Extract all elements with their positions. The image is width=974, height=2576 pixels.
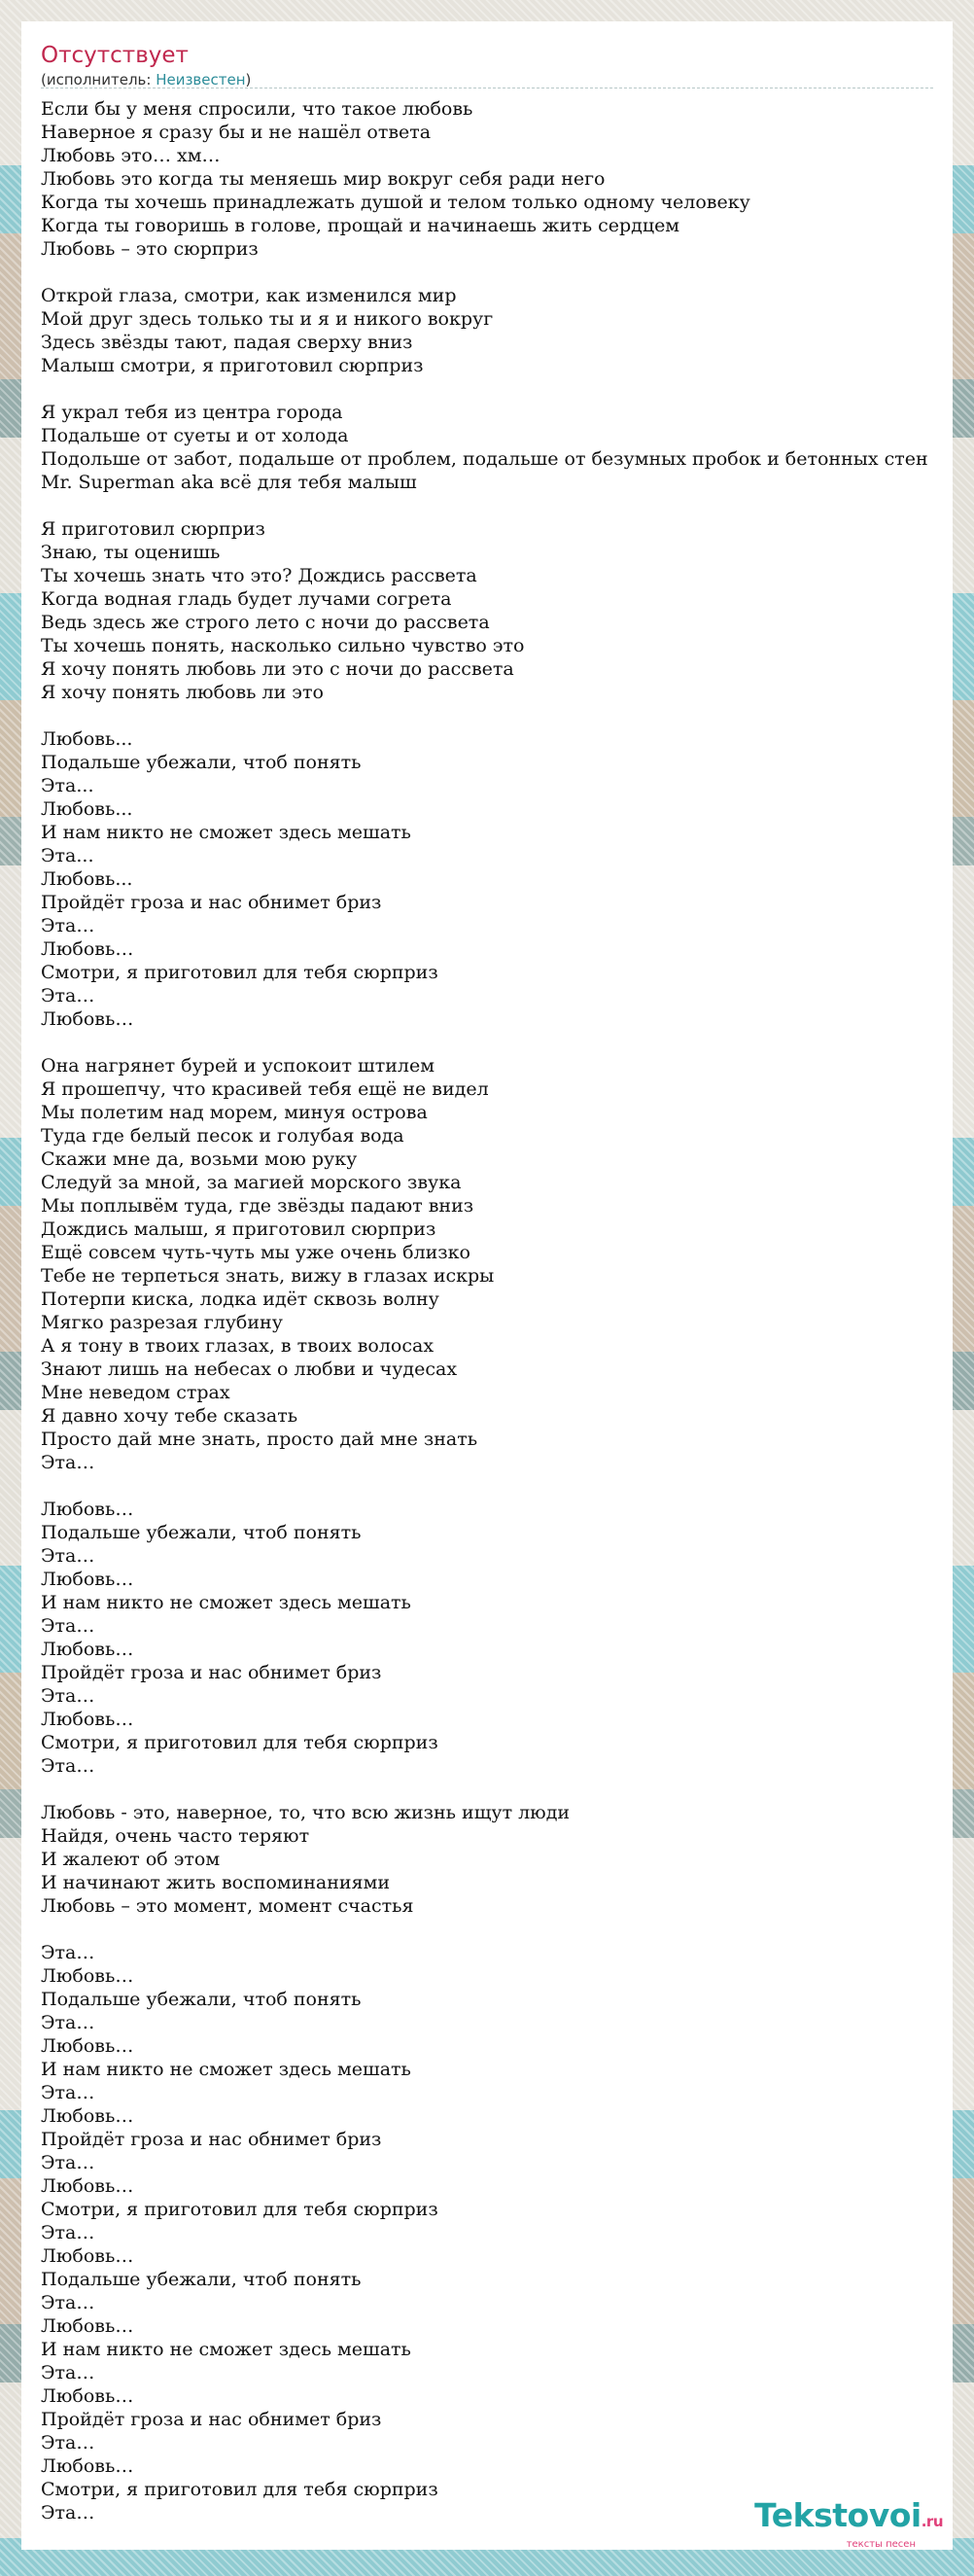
lyric-line: И начинают жить воспоминаниями xyxy=(41,1872,391,1893)
lyric-line: Здесь звёзды тают, падая сверху вниз xyxy=(41,332,413,353)
lyric-line: Эта… xyxy=(41,985,95,1006)
lyric-line: Если бы у меня спросили, что такое любовь xyxy=(41,98,473,120)
lyric-line: Дождись малыш, я приготовил сюрприз xyxy=(41,1218,436,1240)
lyric-line: Эта… xyxy=(41,1942,95,1963)
lyric-line: Я хочу понять любовь ли это с ночи до рассвета xyxy=(41,658,514,680)
site-logo[interactable] xyxy=(754,2496,943,2538)
lyric-line: Любовь... xyxy=(41,728,133,750)
lyric-line: Эта... xyxy=(41,775,94,796)
lyric-line: Я хочу понять любовь ли это xyxy=(41,682,324,703)
lyric-line: Любовь – это сюрприз xyxy=(41,238,259,260)
lyric-line: Эта… xyxy=(41,2292,95,2313)
lyric-line: Пройдёт гроза и нас обнимет бриз xyxy=(41,2129,382,2150)
lyric-line: Подальше убежали, чтоб понять xyxy=(41,752,362,773)
lyric-line: Любовь… xyxy=(41,2315,134,2337)
stanza-gap xyxy=(41,1474,953,1498)
lyric-line: Подальше убежали, чтоб понять xyxy=(41,2269,362,2290)
logo-tagline: тексты песен xyxy=(846,2539,916,2550)
lyric-line: Подальше от суеты и от холода xyxy=(41,425,349,446)
lyric-line: Эта… xyxy=(41,1452,95,1473)
lyric-line: Эта… xyxy=(41,2432,95,2453)
lyric-line: Найдя, очень часто теряют xyxy=(41,1825,310,1847)
lyric-line: Эта… xyxy=(41,2362,95,2383)
lyric-line: Она нагрянет бурей и успокоит штилем xyxy=(41,1055,435,1076)
lyric-line: Любовь - это, наверное, то, что всю жизнь ищут люди xyxy=(41,1802,571,1823)
lyric-line: Любовь – это момент, момент счастья xyxy=(41,1895,414,1917)
lyric-line: Я приготовил сюрприз xyxy=(41,518,265,540)
lyric-line: Я прошепчу, что красивей тебя ещё не видел xyxy=(41,1078,489,1100)
lyric-line: Следуй за мной, за магией морского звука xyxy=(41,1172,462,1193)
artist-line xyxy=(41,70,933,89)
lyric-line: Туда где белый песок и голубая вода xyxy=(41,1125,404,1147)
lyric-line: Любовь… xyxy=(41,1008,134,1030)
lyric-line: Эта… xyxy=(41,1545,95,1567)
lyric-line: Эта… xyxy=(41,2222,95,2243)
stanza-gap xyxy=(41,1031,953,1054)
lyric-line: Любовь… xyxy=(41,1965,134,1987)
lyric-line: Эта… xyxy=(41,1685,95,1707)
lyric-line: Любовь… xyxy=(41,1499,134,1520)
lyric-line: Любовь это… хм… xyxy=(41,145,221,166)
lyric-line: Любовь… xyxy=(41,2105,134,2127)
lyric-line: Пройдёт гроза и нас обнимет бриз xyxy=(41,1662,382,1683)
lyric-line: Эта… xyxy=(41,2012,95,2033)
stanza-gap xyxy=(41,704,953,727)
lyric-line: Потерпи киска, лодка идёт сквозь волну xyxy=(41,1288,439,1310)
lyric-line: Любовь… xyxy=(41,2245,134,2267)
lyric-line: Любовь… xyxy=(41,1639,134,1660)
lyric-line: Смотри, я приготовил для тебя сюрприз xyxy=(41,1732,438,1753)
lyric-line: Любовь… xyxy=(41,2455,134,2477)
lyric-line: Знают лишь на небесах о любви и чудесах xyxy=(41,1359,458,1380)
lyric-line: Мне неведом страх xyxy=(41,1382,230,1403)
lyric-line: Эта… xyxy=(41,1755,95,1777)
lyric-line: Любовь… xyxy=(41,2385,134,2407)
lyric-line: Пройдёт гроза и нас обнимет бриз xyxy=(41,2409,382,2430)
stanza-gap xyxy=(41,1778,953,1801)
lyric-line: Мягко разрезая глубину xyxy=(41,1312,283,1333)
artist-suffix: ) xyxy=(245,71,252,88)
lyric-line: Малыш смотри, я приготовил сюрприз xyxy=(41,355,424,376)
lyric-line: Смотри, я приготовил для тебя сюрприз xyxy=(41,2479,438,2500)
lyric-line: Ведь здесь же строго лето с ночи до рассвета xyxy=(41,612,490,633)
artist-link[interactable]: Неизвестен xyxy=(156,71,246,88)
lyric-line: Мой друг здесь только ты и я и никого вокруг xyxy=(41,308,494,330)
lyric-line: Mr. Superman aka всё для тебя малыш xyxy=(41,472,417,493)
lyric-line: Эта... xyxy=(41,845,94,866)
lyric-line: Любовь это когда ты меняешь мир вокруг себя ради него xyxy=(41,168,606,190)
stanza-gap xyxy=(41,1918,953,1941)
lyric-line: И нам никто не сможет здесь мешать xyxy=(41,822,411,843)
lyric-line: И нам никто не сможет здесь мешать xyxy=(41,2339,411,2360)
lyric-line: Эта… xyxy=(41,2502,95,2523)
stanza-gap xyxy=(41,494,953,517)
stanza-gap xyxy=(41,377,953,401)
lyric-line: Эта… xyxy=(41,2082,95,2103)
lyric-line: Я давно хочу тебе сказать xyxy=(41,1405,298,1427)
lyric-line: Любовь… xyxy=(41,1709,134,1730)
artist-prefix: (исполнитель: xyxy=(41,71,157,88)
lyric-line: И нам никто не сможет здесь мешать xyxy=(41,2059,411,2080)
song-header xyxy=(41,41,933,89)
lyric-line: Когда ты говоришь в голове, прощай и начинаешь жить сердцем xyxy=(41,215,680,236)
lyric-line: Просто дай мне знать, просто дай мне знать xyxy=(41,1429,478,1450)
lyric-line: Любовь… xyxy=(41,2035,134,2057)
lyric-line: Эта… xyxy=(41,915,95,936)
lyric-line: Когда ты хочешь принадлежать душой и телом только одному человеку xyxy=(41,192,750,213)
lyric-line: И нам никто не сможет здесь мешать xyxy=(41,1592,411,1613)
lyric-line: А я тону в твоих глазах, в твоих волосах xyxy=(41,1335,435,1357)
lyric-line: Смотри, я приготовил для тебя сюрприз xyxy=(41,2199,438,2220)
lyric-line: Мы поплывём туда, где звёзды падают вниз xyxy=(41,1195,474,1217)
lyric-line: Ещё совсем чуть-чуть мы уже очень близко xyxy=(41,1242,470,1263)
lyric-line: Ты хочешь знать что это? Дождись рассвета xyxy=(41,565,477,586)
lyric-line: И жалеют об этом xyxy=(41,1849,221,1870)
lyric-line: Мы полетим над морем, минуя острова xyxy=(41,1102,428,1123)
lyric-line: Эта… xyxy=(41,2152,95,2173)
lyric-line: Подальше убежали, чтоб понять xyxy=(41,1989,362,2010)
song-title: Отсутствует xyxy=(41,43,189,68)
lyrics-text xyxy=(41,97,953,2524)
lyric-line: Любовь… xyxy=(41,1569,134,1590)
lyric-line: Когда водная гладь будет лучами согрета xyxy=(41,588,452,610)
lyric-line: Знаю, ты оценишь xyxy=(41,542,221,563)
lyric-line: Любовь… xyxy=(41,938,134,960)
lyric-line: Подальше убежали, чтоб понять xyxy=(41,1522,362,1543)
lyric-line: Скажи мне да, возьми мою руку xyxy=(41,1148,358,1170)
logo-name: Tekstovoi xyxy=(754,2496,922,2534)
lyric-line: Пройдёт гроза и нас обнимет бриз xyxy=(41,892,382,913)
lyric-line: Любовь... xyxy=(41,868,133,890)
lyric-line: Любовь... xyxy=(41,798,133,820)
lyric-line: Наверное я сразу бы и не нашёл ответа xyxy=(41,122,432,143)
lyric-line: Открой глаза, смотри, как изменился мир xyxy=(41,285,457,306)
stanza-gap xyxy=(41,261,953,284)
lyric-line: Я украл тебя из центра города xyxy=(41,402,343,423)
lyric-line: Любовь… xyxy=(41,2175,134,2197)
lyric-line: Тебе не терпеться знать, вижу в глазах искры xyxy=(41,1265,495,1287)
lyric-line: Подольше от забот, подальше от проблем, подальше от безумных пробок и бетонных стен xyxy=(41,448,928,470)
lyric-line: Ты хочешь понять, насколько сильно чувство это xyxy=(41,635,525,656)
lyric-line: Смотри, я приготовил для тебя сюрприз xyxy=(41,962,438,983)
lyric-line: Эта… xyxy=(41,1615,95,1637)
logo-tld: .ru xyxy=(921,2513,943,2530)
lyrics-page xyxy=(21,21,953,2550)
